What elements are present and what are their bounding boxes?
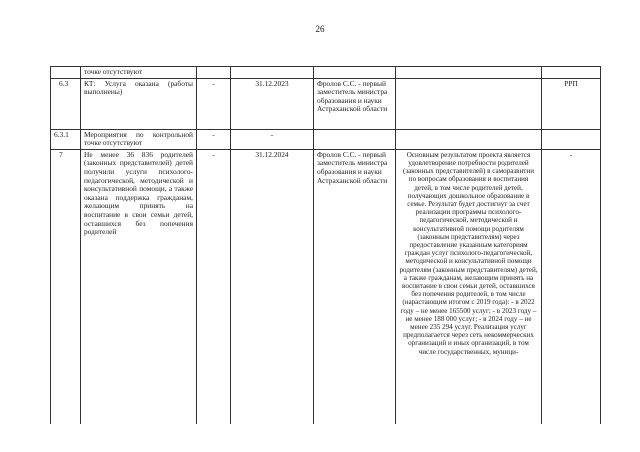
row-end-date: 31.12.2023 bbox=[231, 78, 314, 129]
row-end-date: 31.12.2024 bbox=[231, 149, 314, 424]
row-type: РРП bbox=[542, 78, 601, 129]
row-name: КТ: Услуга оказана (работы выполнены) bbox=[81, 78, 197, 129]
row-responsible: Фролов С.С. - первый заместитель министра образования и науки Астраханской области bbox=[314, 78, 396, 129]
row-number bbox=[51, 67, 81, 79]
row-type: - bbox=[542, 149, 601, 424]
row-description: Основным результатом проекта является удовлетворение потребности родителей (законных представителей) в саморазвитии по вопросам образования и воспитания детей, в том числе родителей детей, получающих дошкольное образование в семье. Результат будет достигнут за счет реализации программы психолого-педагогической, методической и консультативной помощи родителям (законным представителям) через предоставление указанным категориям граждан услуг психолого-педагогической, методической и консультативной помощи родителям (законным представителям) детей, а также гражданам, желающим принять на воспитание в свои семьи детей, оставшихся без попечения родителей, в том числе (нарастающим итогом с 2019 года): - в 2022 году – не менее 165500 услуг; - в 2023 году – не менее 188 000 услуг; - в 2024 году – не менее 235 294 услуг. Реализация услуг предполагается через сеть некоммерческих организаций и иных организаций, в том числе государственных, муници- bbox=[396, 149, 542, 424]
row-description bbox=[396, 129, 542, 149]
row-start-date: - bbox=[197, 129, 231, 149]
row-end-date bbox=[231, 67, 314, 79]
table-row bbox=[51, 129, 601, 149]
page-number: 26 bbox=[315, 24, 325, 34]
row-description bbox=[396, 78, 542, 129]
row-name: Не менее 36 836 родителей (законных представителей) детей получили услуги психолого-педагогической, методической и консультативной помощи, а также оказана поддержка гражданам, желающим принять на воспитание в свои семьи детей, оставшихся без попечения родителей bbox=[81, 149, 197, 424]
row-start-date: - bbox=[197, 149, 231, 424]
row-responsible: Фролов С.С. - первый заместитель министра образования и науки Астраханской области bbox=[314, 149, 396, 424]
row-name: Мероприятия по контрольной точке отсутствуют bbox=[81, 129, 197, 149]
row-responsible bbox=[314, 67, 396, 79]
row-responsible bbox=[314, 129, 396, 149]
row-start-date bbox=[197, 67, 231, 79]
row-name: точке отсутствуют bbox=[81, 67, 197, 79]
row-start-date: - bbox=[197, 78, 231, 129]
row-type bbox=[542, 67, 601, 79]
activity-table bbox=[50, 66, 601, 424]
row-type bbox=[542, 129, 601, 149]
table-row bbox=[51, 78, 601, 129]
table-row bbox=[51, 67, 601, 79]
row-description bbox=[396, 67, 542, 79]
row-number: 6.3.1 bbox=[51, 129, 81, 149]
row-number: 6.3 bbox=[51, 78, 81, 129]
table-row bbox=[51, 149, 601, 424]
row-end-date: - bbox=[231, 129, 314, 149]
row-number: 7 bbox=[51, 149, 81, 424]
